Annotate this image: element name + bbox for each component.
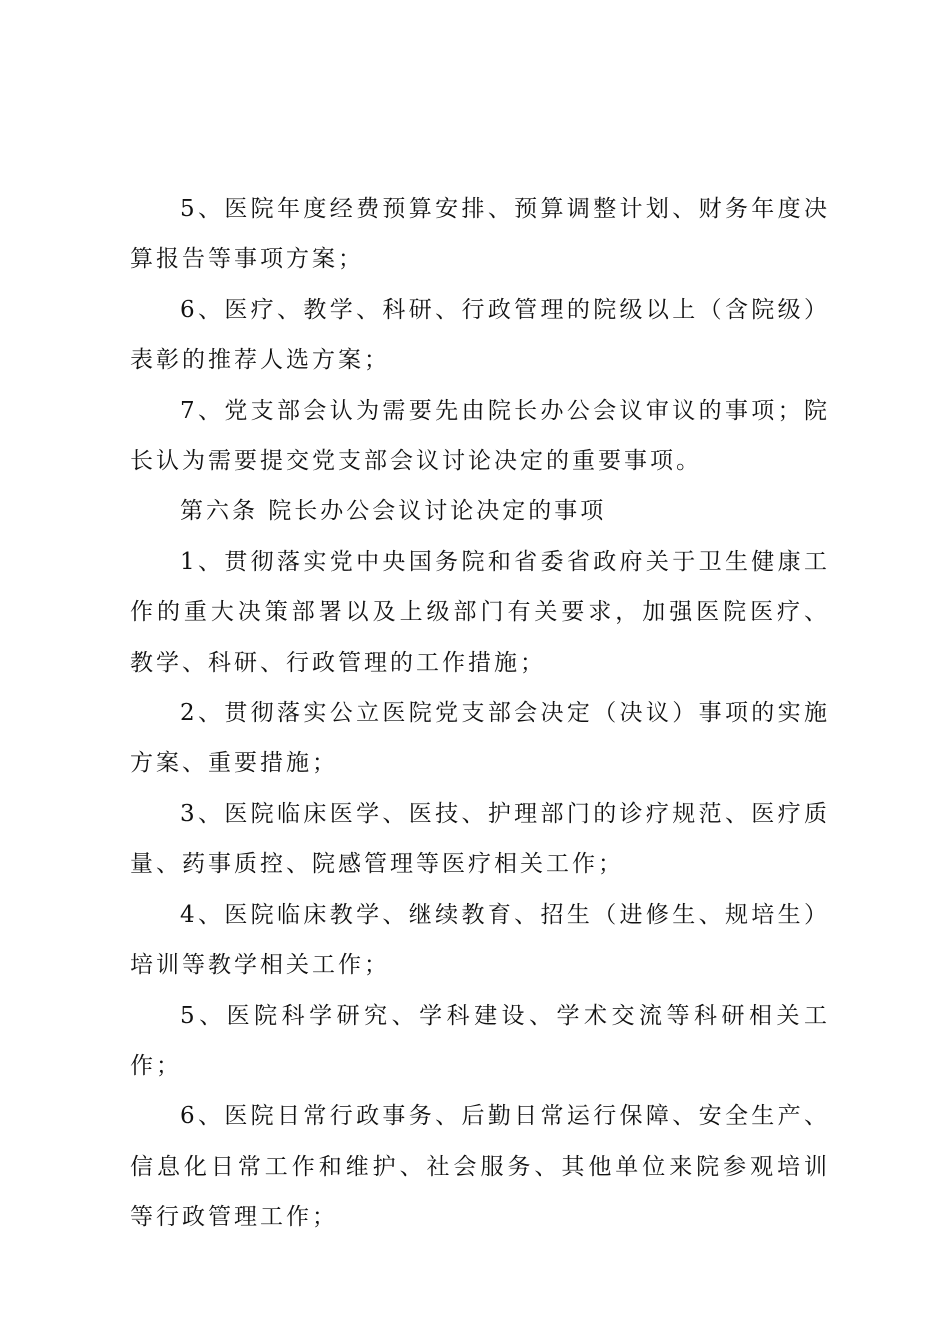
paragraph-item-3-medical: 3、医院临床医学、医技、护理部门的诊疗规范、医疗质量、药事质控、院感管理等医疗相关工作； — [130, 800, 830, 878]
paragraph-item-6-commendation: 6、医疗、教学、科研、行政管理的院级以上（含院级）表彰的推荐人选方案； — [130, 296, 830, 374]
paragraph-item-5-budget: 5、医院年度经费预算安排、预算调整计划、财务年度决算报告等事项方案； — [130, 196, 830, 273]
paragraph-item-6-administration: 6、医院日常行政事务、后勤日常运行保障、安全生产、信息化日常工作和维护、社会服务、其他单位来院参观培训等行政管理工作； — [130, 1103, 830, 1231]
paragraph-item-7-party-branch: 7、党支部会认为需要先由院长办公会议审议的事项；院长认为需要提交党支部会议讨论决定的重要事项。 — [130, 397, 830, 475]
paragraph-item-2-implement-decisions: 2、贯彻落实公立医院党支部会决定（决议）事项的实施方案、重要措施； — [130, 700, 830, 777]
document-body — [130, 184, 830, 1243]
section-heading-article-6: 第六条 院长办公会议讨论决定的事项 — [180, 498, 607, 525]
paragraph-item-4-teaching: 4、医院临床教学、继续教育、招生（进修生、规培生）培训等教学相关工作； — [130, 901, 830, 979]
paragraph-item-5-research: 5、医院科学研究、学科建设、学术交流等科研相关工作； — [130, 1002, 830, 1079]
paragraph-item-1-implement-policy: 1、贯彻落实党中央国务院和省委省政府关于卫生健康工作的重大决策部署以及上级部门有关要求，加强医院医疗、教学、科研、行政管理的工作措施； — [130, 548, 830, 676]
